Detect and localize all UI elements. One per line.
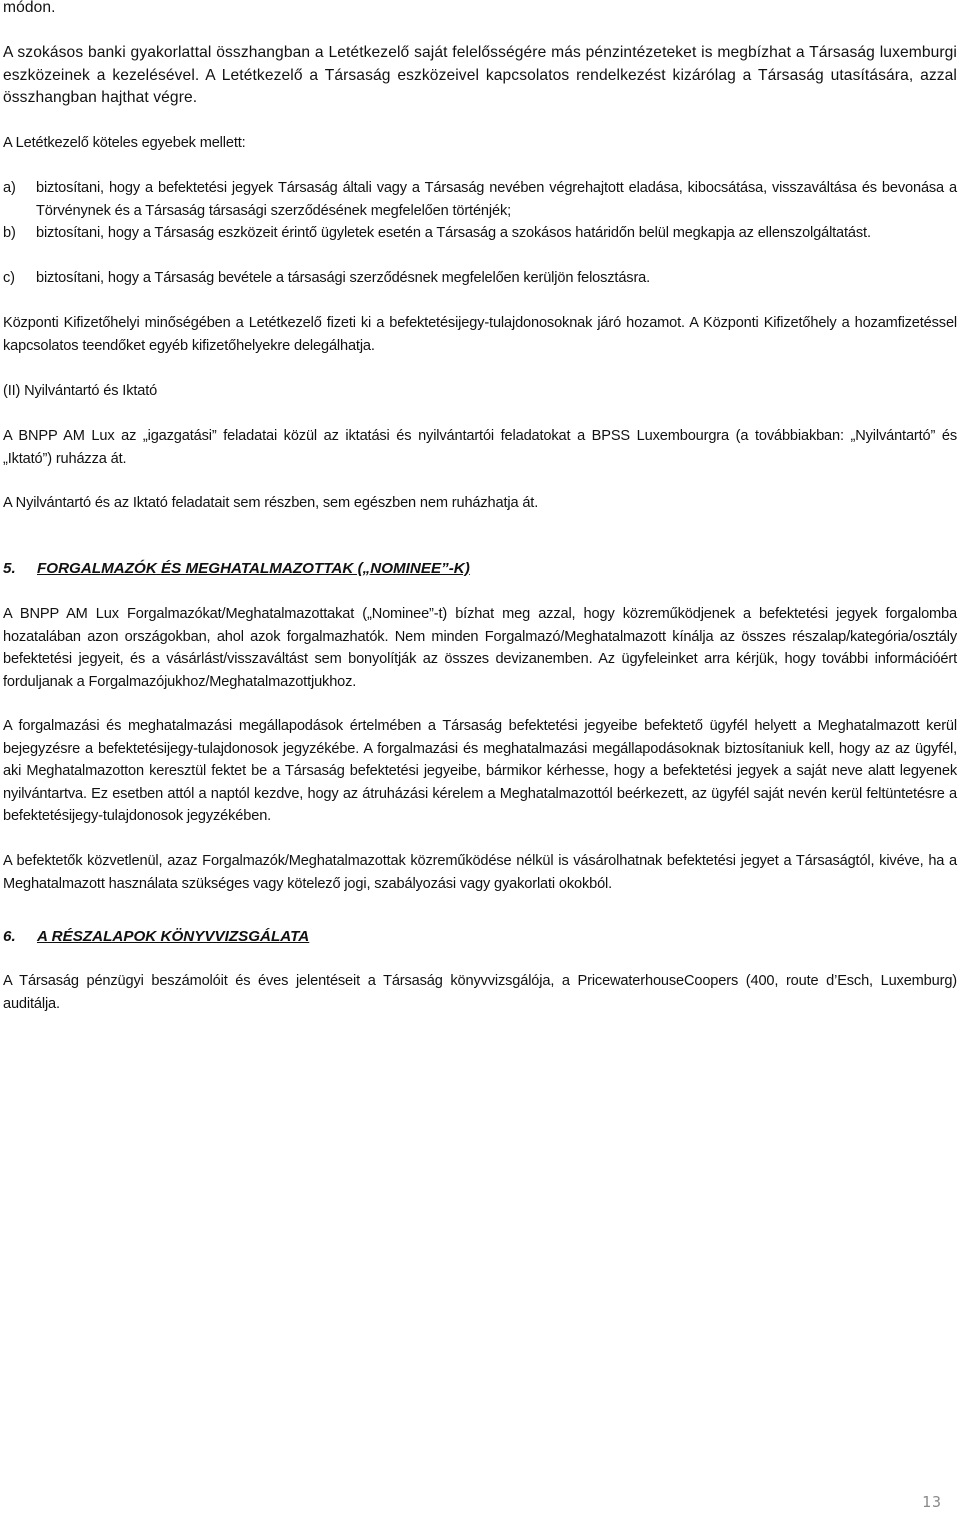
paragraph-paying-agent: Központi Kifizetőhelyi minőségében a Letétkezelő fizeti ki a befektetésijegy-tulajdonosoknak járó hozamot. A Központi Kifizetőhely a hozamfizetéssel kapcsolatos teendőket egyéb kifizetőhelyekre delegálhatja.	[3, 315, 957, 354]
list-marker: c)	[3, 270, 15, 286]
paragraph-registrar-2: A Nyilvántartó és az Iktató feladatait sem részben, sem egészben nem ruházhatja át.	[3, 495, 539, 511]
section-number: 5.	[3, 560, 16, 577]
list-item-text: biztosítani, hogy a Társaság eszközeit érintő ügyletek esetén a Társaság a szokásos határidőn belül megkapja az ellenszolgáltatást.	[36, 225, 871, 241]
section-number: 6.	[3, 928, 16, 945]
paragraph-obligations-intro: A Letétkezelő köteles egyebek mellett:	[3, 135, 246, 151]
list-marker: a)	[3, 180, 16, 196]
list-marker: b)	[3, 225, 16, 241]
paragraph-bank-practice: A szokásos banki gyakorlattal összhangban a Letétkezelő saját felelősségére más pénzintézeteket is megbízhat a Társaság luxemburgi eszközeinek a kezelésével. A Letétkezelő a Társaság eszközeivel kapcsolatos rendelkezést kizárólag a Társaság utasítására, azzal összhangban hajthat végre.	[3, 44, 957, 107]
section-title: A RÉSZALAPOK KÖNYVVIZSGÁLATA	[37, 928, 310, 945]
list-item-text: biztosítani, hogy a Társaság bevétele a társasági szerződésnek megfelelően kerüljön felosztásra.	[36, 270, 651, 286]
subheading-registrar: (II) Nyilvántartó és Iktató	[3, 383, 158, 399]
paragraph-section5-3: A befektetők közvetlenül, azaz Forgalmazók/Meghatalmazottak közreműködése nélkül is vásárolhatnak befektetési jegyet a Társaságtól, kivéve, ha a Meghatalmazott használata szükséges vagy kötelező jogi, szabályozási vagy gyakorlati okokból.	[3, 853, 957, 892]
section-heading-5	[3, 558, 470, 581]
list-item-text: biztosítani, hogy a befektetési jegyek Társaság általi vagy a Társaság nevében végrehajtott eladása, kibocsátása, visszaváltása és bevonása a Törvénynek és a Társaság társasági szerződésének megfelelően történjék;	[36, 180, 957, 219]
paragraph-section6-1: A Társaság pénzügyi beszámolóit és éves jelentéseit a Társaság könyvvizsgálója, a PricewaterhouseCoopers (400, route d’Esch, Luxemburg) auditálja.	[3, 973, 957, 1012]
paragraph-registrar-1: A BNPP AM Lux az „igazgatási” feladatai közül az iktatási és nyilvántartói feladatokat a BPSS Luxembourgra (a továbbiakban: „Nyilvántartó” és „Iktató”) ruházza át.	[3, 428, 957, 467]
section-title: FORGALMAZÓK ÉS MEGHATALMAZOTTAK („NOMINEE”-K)	[37, 560, 470, 577]
section-heading-6	[3, 926, 309, 949]
paragraph-section5-1: A BNPP AM Lux Forgalmazókat/Meghatalmazottakat („Nominee”-t) bízhat meg azzal, hogy közreműködjenek a befektetési jegyek forgalomba hozatalában azon országokban, ahol azok forgalmazhatók. Nem minden Forgalmazó/Meghatalmazott kínálja az összes részalap/kategória/osztály befektetési jegyeit, és a vásárlást/visszaváltást sem bonyolítják az összes devizanemben. Az ügyfeleinket arra kérjük, hogy további információért forduljanak a Forgalmazójukhoz/Meghatalmazottjukhoz.	[3, 606, 957, 690]
paragraph-section5-2: A forgalmazási és meghatalmazási megállapodások értelmében a Társaság befektetési jegyeibe befektető ügyfél helyett a Meghatalmazott kerül bejegyzésre a befektetésijegy-tulajdonosok jegyzékébe. A forgalmazási és meghatalmazási megállapodásoknak biztosítaniuk kell, hogy az az ügyfél, aki Meghatalmazotton keresztül fektet be a Társaság befektetési jegyeibe, bármikor kérhesse, hogy a befektetési jegyek a saját neve alatt legyenek nyilvántartva. Ez esetben attól a naptól kezdve, hogy az átruházási kérelem a Meghatalmazottól beérkezett, az ügyfél saját nevén kerül feltüntetésre a befektetésijegy-tulajdonosok jegyzékében.	[3, 718, 957, 825]
text-fragment-top: módon.	[3, 0, 56, 16]
page-number: 13	[921, 1493, 942, 1511]
